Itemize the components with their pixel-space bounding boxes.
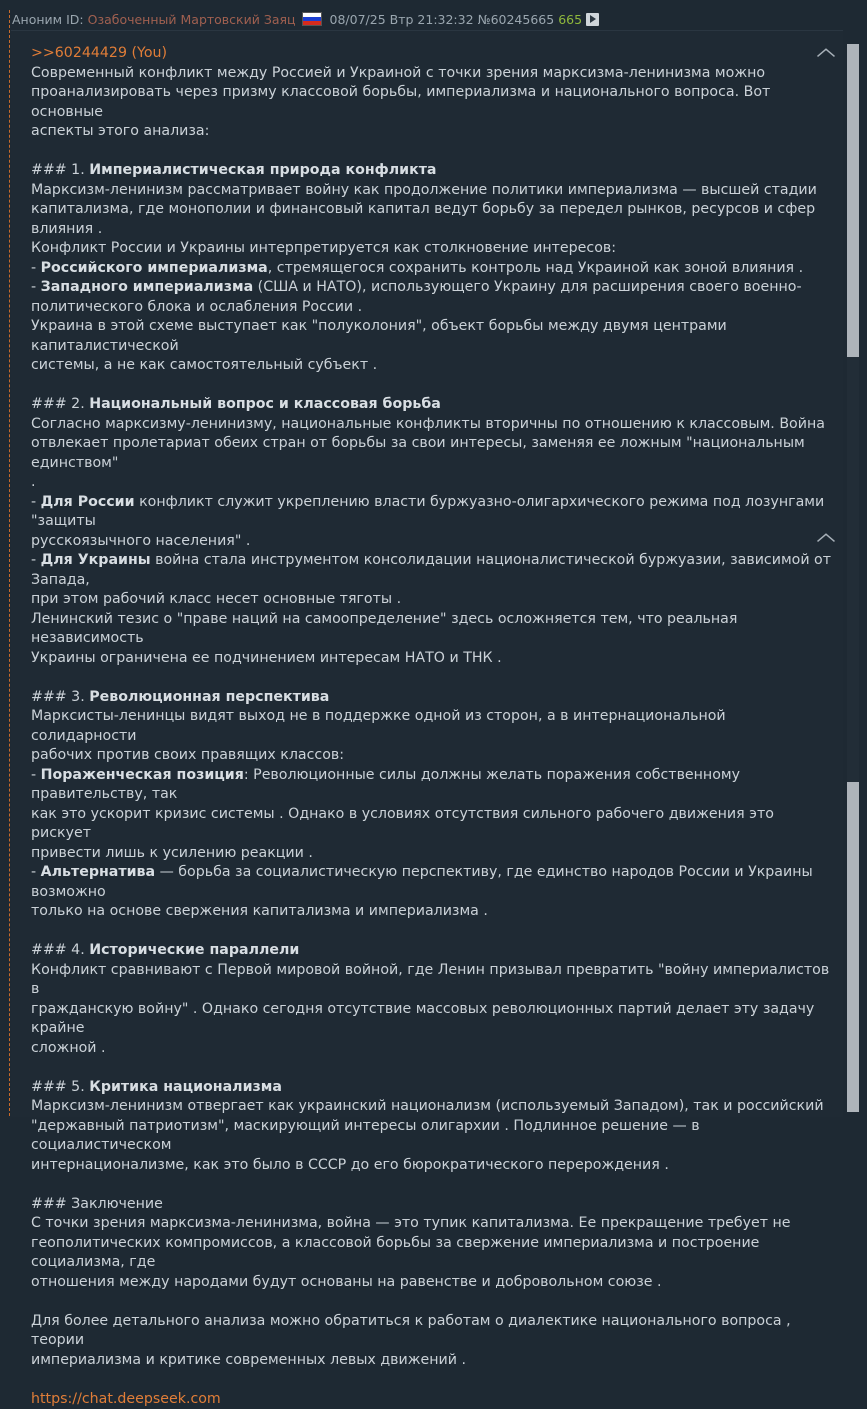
chevron-up-icon[interactable]: ︿	[817, 42, 835, 58]
post-body	[31, 44, 831, 1409]
post-header	[12, 9, 599, 29]
post-text-line: политического блока и ослабления России .	[31, 298, 831, 318]
section-heading: ### 2. Национальный вопрос и классовая борьба	[31, 395, 831, 415]
post-text-line: только на основе свержения капитализма и империализма .	[31, 902, 831, 922]
scrollbar-thumb[interactable]	[847, 782, 859, 1112]
scrollbar-thumb[interactable]	[847, 44, 859, 357]
poster-name: Аноним ID:	[12, 12, 84, 27]
poster-id[interactable]: Озабоченный Мартовский Заяц	[88, 12, 296, 27]
reply-count: 665	[558, 12, 582, 27]
post-text-line: системы, а не как самостоятельный субъект .	[31, 356, 831, 376]
post-text-line: гражданскую войну" . Однако сегодня отсутствие массовых революционных партий делает эту задачу крайне	[31, 1000, 831, 1039]
post-text-line: капитализма, где монополии и финансовый капитал ведут борьбу за передел рынков, ресурсов и сфер влияния .	[31, 200, 831, 239]
post-text-line: при этом рабочий класс несет основные тяготы .	[31, 590, 831, 610]
post-text-line: сложной .	[31, 1039, 831, 1059]
post-text-line: империализма и критике современных левых движений .	[31, 1351, 831, 1371]
post-date: 08/07/25 Втр 21:32:32	[330, 12, 474, 27]
post-text-line: Украина в этой схеме выступает как "полуколония", объект борьбы между двумя центрами капиталистической	[31, 317, 831, 356]
post-text-line: геополитических компромиссов, а классовой борьбы за свержение империализма и построение социализма, где	[31, 1234, 831, 1273]
post-text-line: .	[31, 473, 831, 493]
post-text-line: русскоязычного населения" .	[31, 532, 831, 552]
post-text-line: Конфликт России и Украины интерпретируется как столкновение интересов:	[31, 239, 831, 259]
list-item: - Для Украины война стала инструментом консолидации националистической буржуазии, зависимой от Запада,	[31, 551, 831, 590]
section-heading: ### 5. Критика национализма	[31, 1078, 831, 1098]
post-text-line: привести лишь к усилению реакции .	[31, 844, 831, 864]
post-text-line: Ленинский тезис о "праве наций на самоопределение" здесь осложняется тем, что реальная независимость	[31, 610, 831, 649]
section-heading: ### 1. Империалистическая природа конфликта	[31, 161, 831, 181]
post-text-line: аспекты этого анализа:	[31, 122, 831, 142]
list-item: - Пораженческая позиция: Революционные силы должны желать поражения собственному правительству, так	[31, 766, 831, 805]
post-number[interactable]: №60245665	[478, 12, 555, 27]
play-icon[interactable]	[586, 13, 599, 26]
list-item: - Для России конфликт служит укреплению власти буржуазно-олигархического режима под лозунгами "защиты	[31, 493, 831, 532]
external-link[interactable]: https://chat.deepseek.com	[31, 1390, 831, 1409]
post-text-line: Украины ограничена ее подчинением интересам НАТО и ТНК .	[31, 649, 831, 669]
post-text-line: Согласно марксизму-ленинизму, национальные конфликты вторичны по отношению к классовым. Война	[31, 415, 831, 435]
post-text-line: отношения между народами будут основаны на равенстве и добровольном союзе .	[31, 1273, 831, 1293]
section-heading: ### 4. Исторические параллели	[31, 941, 831, 961]
post-text-line: Конфликт сравнивают с Первой мировой войной, где Ленин призывал превратить "войну империалистов в	[31, 961, 831, 1000]
post-text-line: Современный конфликт между Россией и Украиной с точки зрения марксизма-ленинизма можно	[31, 64, 831, 84]
post-text-line: рабочих против своих правящих классов:	[31, 746, 831, 766]
list-item: - Альтернатива — борьба за социалистическую перспективу, где единство народов России и Украины возможно	[31, 863, 831, 902]
list-item: - Российского империализма, стремящегося сохранить контроль над Украиной как зоной влияния .	[31, 259, 831, 279]
post-text-line: как это ускорит кризис системы . Однако в условиях отсутствия сильного рабочего движения это рискует	[31, 805, 831, 844]
section-heading: ### Заключение	[31, 1195, 831, 1215]
section-heading: ### 3. Революционная перспектива	[31, 688, 831, 708]
chevron-up-icon[interactable]: ︿	[817, 527, 835, 543]
post-text-line: отвлекает пролетариат обеих стран от борьбы за свои интересы, заменяя ее ложным "национальным единством"	[31, 434, 831, 473]
post-text-line: проанализировать через призму классовой борьбы, империализма и национального вопроса. Вот основные	[31, 83, 831, 122]
post-text-line: интернационализме, как это было в СССР до его бюрократического перерождения .	[31, 1156, 831, 1176]
list-item: - Западного империализма (США и НАТО), использующего Украину для расширения своего военно-	[31, 278, 831, 298]
post-text-line: Для более детального анализа можно обратиться к работам о диалектике национального вопроса , теории	[31, 1312, 831, 1351]
post-text-line: "державный патриотизм", маскирующий интересы олигархии . Подлинное решение — в социалистическом	[31, 1117, 831, 1156]
post-text-line: С точки зрения марксизма-ленинизма, война — это тупик капитализма. Ее прекращение требует не	[31, 1214, 831, 1234]
scrollbar[interactable]	[847, 44, 859, 1112]
post-text-line: Марксизм-ленинизм рассматривает войну как продолжение политики империализма — высшей стадии	[31, 181, 831, 201]
post-text-line: Марксизм-ленинизм отвергает как украинский национализм (используемый Западом), так и российский	[31, 1097, 831, 1117]
post-text-line: Марксисты-ленинцы видят выход не в поддержке одной из сторон, а в интернациональной солидарности	[31, 707, 831, 746]
reply-link[interactable]: >>60244429 (You)	[31, 44, 831, 64]
russia-flag-icon	[302, 12, 322, 26]
